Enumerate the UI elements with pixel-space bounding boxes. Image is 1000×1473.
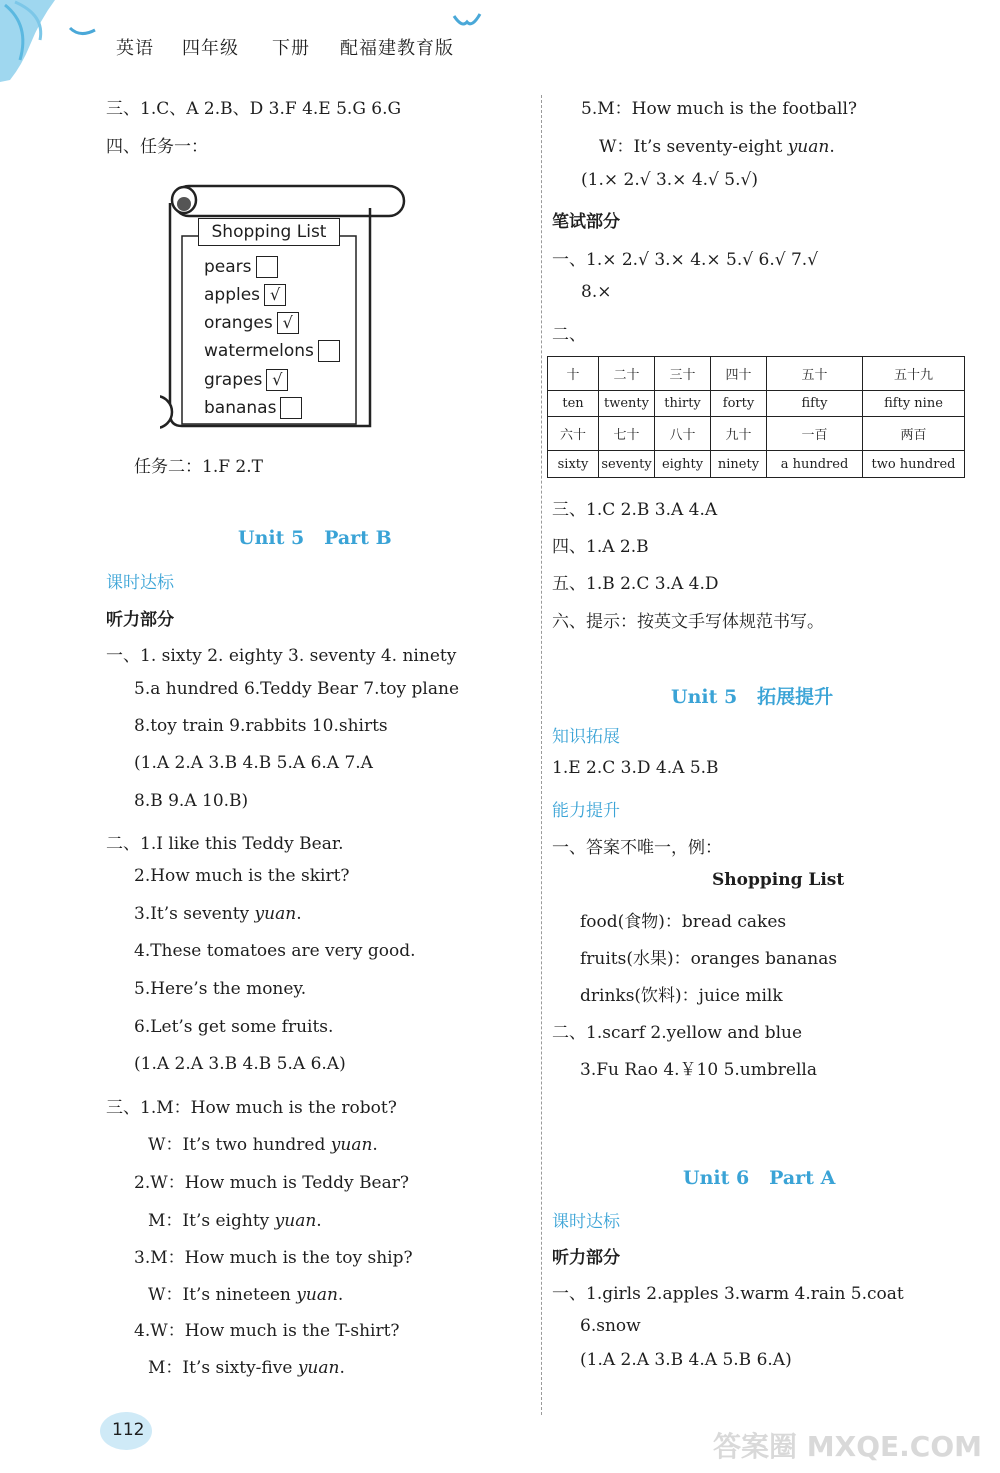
table-cell: two hundred (863, 451, 965, 478)
list-item (204, 340, 340, 362)
answer-line: 8.B 9.A 10.B) (134, 791, 249, 811)
table-cell: 三十 (655, 357, 711, 391)
bird-icon (452, 12, 482, 32)
checkbox: √ (266, 369, 288, 391)
table-cell: 一百 (767, 417, 863, 451)
table-row (548, 390, 965, 417)
answer-line: 2.How much is the skirt? (134, 866, 350, 886)
table-cell: 五十 (767, 357, 863, 391)
answer-line: 一、1.girls 2.apples 3.warm 4.rain 5.coat (552, 1284, 904, 1304)
answer-line: 2.W：How much is Teddy Bear? (134, 1173, 409, 1193)
answer-line: 三、1.M：How much is the robot? (106, 1098, 397, 1118)
list-item-name: oranges (204, 313, 273, 333)
list-item-name: pears (204, 257, 252, 277)
answer-line: 二、 (552, 325, 586, 345)
answer-line: 8.× (581, 282, 612, 302)
answer-line: 4.W：How much is the T-shirt? (134, 1321, 400, 1341)
answer-line: 一、答案不唯一，例： (552, 838, 722, 858)
list-item-name: apples (204, 285, 261, 305)
answer-line: (1.A 2.A 3.B 4.B 5.A 6.A 7.A (134, 753, 373, 773)
answer-line: 3.M：How much is the toy ship? (134, 1248, 413, 1268)
answer-task2: 任务二：1.F 2.T (134, 457, 263, 477)
answer-line: (1.A 2.A 3.B 4.A 5.B 6.A) (580, 1350, 792, 1370)
answer-line: 二、1.scarf 2.yellow and blue (552, 1023, 803, 1043)
header-grade: 四年级 (182, 38, 239, 59)
table-row (548, 357, 965, 391)
answer-line: 六、提示：按英文手写体规范书写。 (552, 612, 824, 632)
answer-line: (1.× 2.√ 3.× 4.√ 5.√) (581, 170, 758, 190)
watermark: 答案圈 MXQE.COM (713, 1430, 982, 1463)
answer-line: 五、1.B 2.C 3.A 4.D (552, 574, 719, 594)
table-cell: seventy (599, 451, 655, 478)
table-cell: 六十 (548, 417, 599, 451)
header-volume: 下册 (272, 38, 310, 59)
page-number: 112 (112, 1420, 145, 1440)
answer-line: 3.It’s seventy yuan. (134, 904, 302, 924)
answer-line: 一、1. sixty 2. eighty 3. seventy 4. ninety (106, 646, 457, 666)
table-cell: 八十 (655, 417, 711, 451)
table-cell: fifty nine (863, 390, 965, 417)
answer-line: fruits(水果)：oranges bananas (580, 949, 838, 969)
table-row (548, 451, 965, 478)
number-table (547, 356, 965, 478)
header-edition: 配福建教育版 (340, 38, 454, 59)
table-cell: forty (711, 390, 767, 417)
answer-line: (1.A 2.A 3.B 4.B 5.A 6.A) (134, 1054, 346, 1074)
answer-line: W：It’s seventy-eight yuan. (599, 137, 835, 157)
table-cell: fifty (767, 390, 863, 417)
list-item-name: grapes (204, 370, 263, 390)
section-label: 课时达标 (552, 1212, 620, 1232)
table-cell: a hundred (767, 451, 863, 478)
list-item (204, 397, 302, 419)
answer-line: 8.toy train 9.rabbits 10.shirts (134, 716, 388, 736)
checkbox (318, 340, 340, 362)
section-heading: 笔试部分 (552, 212, 620, 232)
table-cell: 二十 (599, 357, 655, 391)
answer-line: 一、1.× 2.√ 3.× 4.× 5.√ 6.√ 7.√ (552, 250, 819, 270)
list-item-name: watermelons (204, 341, 314, 361)
list-item-name: bananas (204, 398, 277, 418)
answer-line: drinks(饮料)：juice milk (580, 986, 783, 1006)
section-label: 课时达标 (106, 573, 174, 593)
list-item (204, 312, 299, 334)
table-cell: 四十 (711, 357, 767, 391)
shopping-list-title: Shopping List (198, 218, 340, 246)
table-cell: 九十 (711, 417, 767, 451)
table-cell: 两百 (863, 417, 965, 451)
answer-line: food(食物)：bread cakes (580, 912, 787, 932)
answer-line: 6.snow (580, 1316, 641, 1336)
unit-title: Unit 5 Part B (238, 527, 392, 549)
list-item (204, 369, 288, 391)
unit-title: Unit 6 Part A (683, 1167, 836, 1189)
header-subject: 英语 (116, 38, 154, 59)
answer-line: 5.Here’s the money. (134, 979, 307, 999)
table-cell: ten (548, 390, 599, 417)
checkbox: √ (277, 312, 299, 334)
answer-line: 三、1.C 2.B 3.A 4.A (552, 500, 718, 520)
answer-line: 二、1.I like this Teddy Bear. (106, 834, 344, 854)
header-decoration-icon (0, 0, 110, 85)
section-heading: 听力部分 (106, 610, 174, 630)
checkbox (256, 256, 278, 278)
table-cell: thirty (655, 390, 711, 417)
list-item (204, 284, 286, 306)
list-item (204, 256, 278, 278)
table-cell: 十 (548, 357, 599, 391)
answer-line: M：It’s eighty yuan. (148, 1211, 322, 1231)
table-cell: ninety (711, 451, 767, 478)
shopping-list-heading: Shopping List (712, 870, 845, 890)
answer-line: 四、1.A 2.B (552, 537, 649, 557)
unit-title: Unit 5 拓展提升 (671, 686, 834, 708)
answer-line: 1.E 2.C 3.D 4.A 5.B (552, 758, 719, 778)
answer-line: 5.a hundred 6.Teddy Bear 7.toy plane (134, 679, 460, 699)
answer-line: M：It’s sixty-five yuan. (148, 1358, 345, 1378)
answer-line: W：It’s two hundred yuan. (148, 1135, 378, 1155)
answer-line: 5.M：How much is the football? (581, 99, 857, 119)
table-row (548, 417, 965, 451)
section-label: 知识拓展 (552, 727, 620, 747)
table-cell: twenty (599, 390, 655, 417)
answer-s4: 四、任务一： (106, 137, 208, 157)
column-divider (541, 95, 542, 1415)
checkbox (280, 397, 302, 419)
table-cell: eighty (655, 451, 711, 478)
table-cell: 七十 (599, 417, 655, 451)
answer-line: 6.Let’s get some fruits. (134, 1017, 334, 1037)
answer-line: 3.Fu Rao 4.￥10 5.umbrella (580, 1060, 817, 1080)
section-label: 能力提升 (552, 801, 620, 821)
answer-s3: 三、1.C、A 2.B、D 3.F 4.E 5.G 6.G (106, 99, 402, 119)
answer-line: W：It’s nineteen yuan. (148, 1285, 344, 1305)
checkbox: √ (264, 284, 286, 306)
answer-line: 4.These tomatoes are very good. (134, 941, 416, 961)
table-cell: 五十九 (863, 357, 965, 391)
section-heading: 听力部分 (552, 1248, 620, 1268)
table-cell: sixty (548, 451, 599, 478)
